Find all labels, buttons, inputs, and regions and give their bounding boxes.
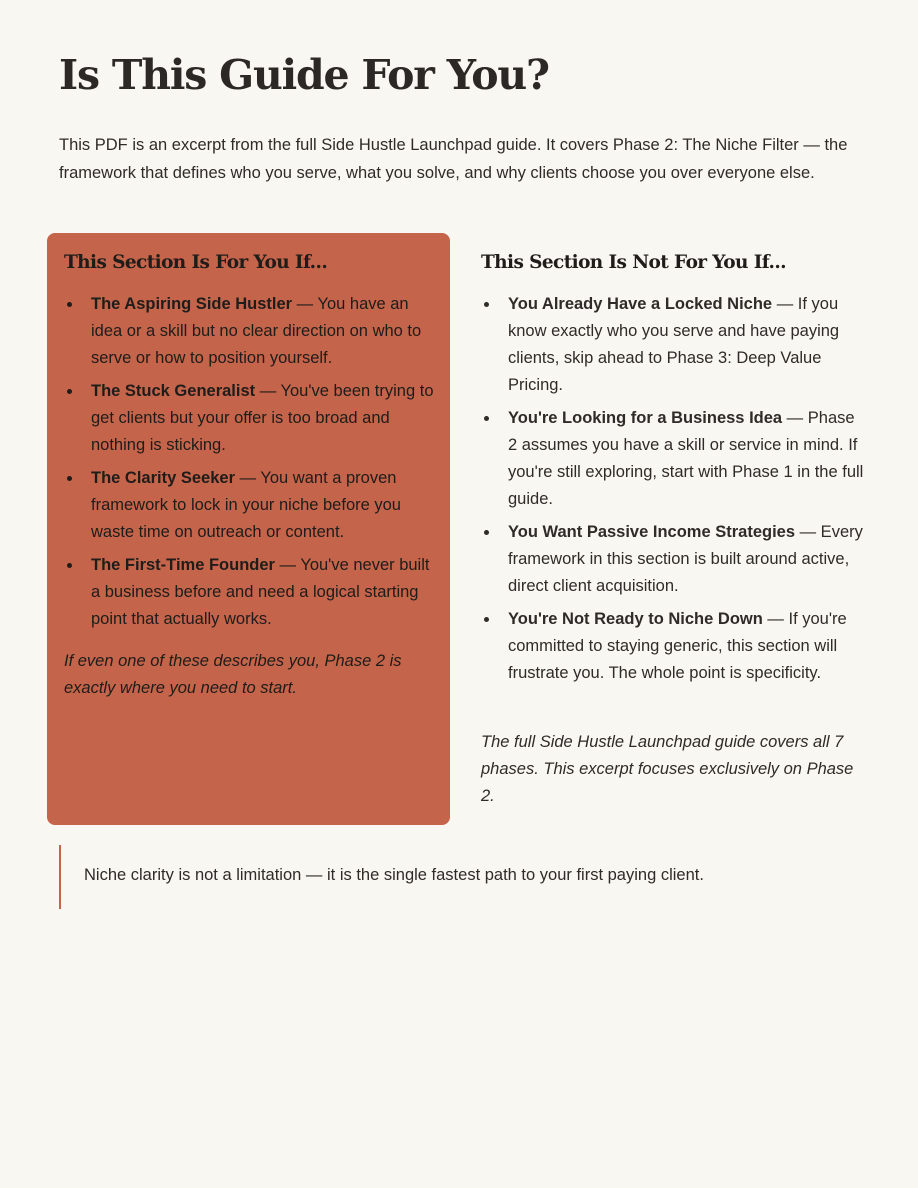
list-item-term: You Already Have a Locked Niche [508, 295, 773, 313]
for-you-heading: This Section Is For You If... [64, 252, 328, 273]
pull-quote [59, 845, 865, 909]
list-item-term: You're Looking for a Business Idea [508, 409, 783, 427]
list-item-term: The First-Time Founder [91, 556, 275, 574]
list-item-text: — You have an idea or a skill but no clear direction on who to serve or how to position yourself. [91, 295, 422, 367]
list-item-text: — If you know exactly who you serve and have paying clients, skip ahead to Phase 3: Deep Value Pricing. [508, 295, 840, 394]
list-item-text: — Phase 2 assumes you have a skill or service in mind. If you're still exploring, start with Phase 1 in the full guide. [508, 409, 864, 508]
intro-paragraph: This PDF is an excerpt from the full Side Hustle Launchpad guide. It covers Phase 2: The Niche Filter — the framework that defines who you serve, what you solve, and why clients choose you over everyone else. [59, 136, 848, 182]
for-you-card [47, 233, 450, 825]
list-item [481, 405, 865, 513]
list-item-term: You're Not Ready to Niche Down [508, 610, 763, 628]
list-item-text: — If you're committed to staying generic, this section will frustrate you. The whole point is specificity. [508, 610, 847, 682]
list-item-term: The Aspiring Side Hustler [91, 295, 293, 313]
not-for-you-note: The full Side Hustle Launchpad guide covers all 7 phases. This excerpt focuses exclusively on Phase 2. [481, 733, 854, 805]
list-item-text: — You want a proven framework to lock in your niche before you waste time on outreach or content. [91, 469, 401, 541]
pull-quote-text: Niche clarity is not a limitation — it is the single fastest path to your first paying client. [84, 866, 704, 884]
not-for-you-list [481, 291, 865, 693]
list-item-text: — Every framework in this section is built around active, direct client acquisition. [508, 523, 863, 595]
list-item [481, 291, 865, 399]
list-item [481, 606, 865, 687]
list-item-term: The Clarity Seeker [91, 469, 235, 487]
list-item [64, 465, 436, 546]
for-you-list [64, 291, 436, 639]
page-title: Is This Guide For You? [59, 51, 549, 99]
list-item [481, 519, 865, 600]
for-you-note: If even one of these describes you, Phase 2 is exactly where you need to start. [64, 652, 402, 697]
list-item [64, 378, 436, 459]
list-item [64, 552, 436, 633]
not-for-you-heading: This Section Is Not For You If... [481, 252, 786, 273]
list-item-text: — You've never built a business before and need a logical starting point that actually works. [91, 556, 430, 628]
list-item-text: — You've been trying to get clients but your offer is too broad and nothing is sticking. [91, 382, 434, 454]
list-item-term: You Want Passive Income Strategies [508, 523, 796, 541]
list-item [64, 291, 436, 372]
list-item-term: The Stuck Generalist [91, 382, 256, 400]
